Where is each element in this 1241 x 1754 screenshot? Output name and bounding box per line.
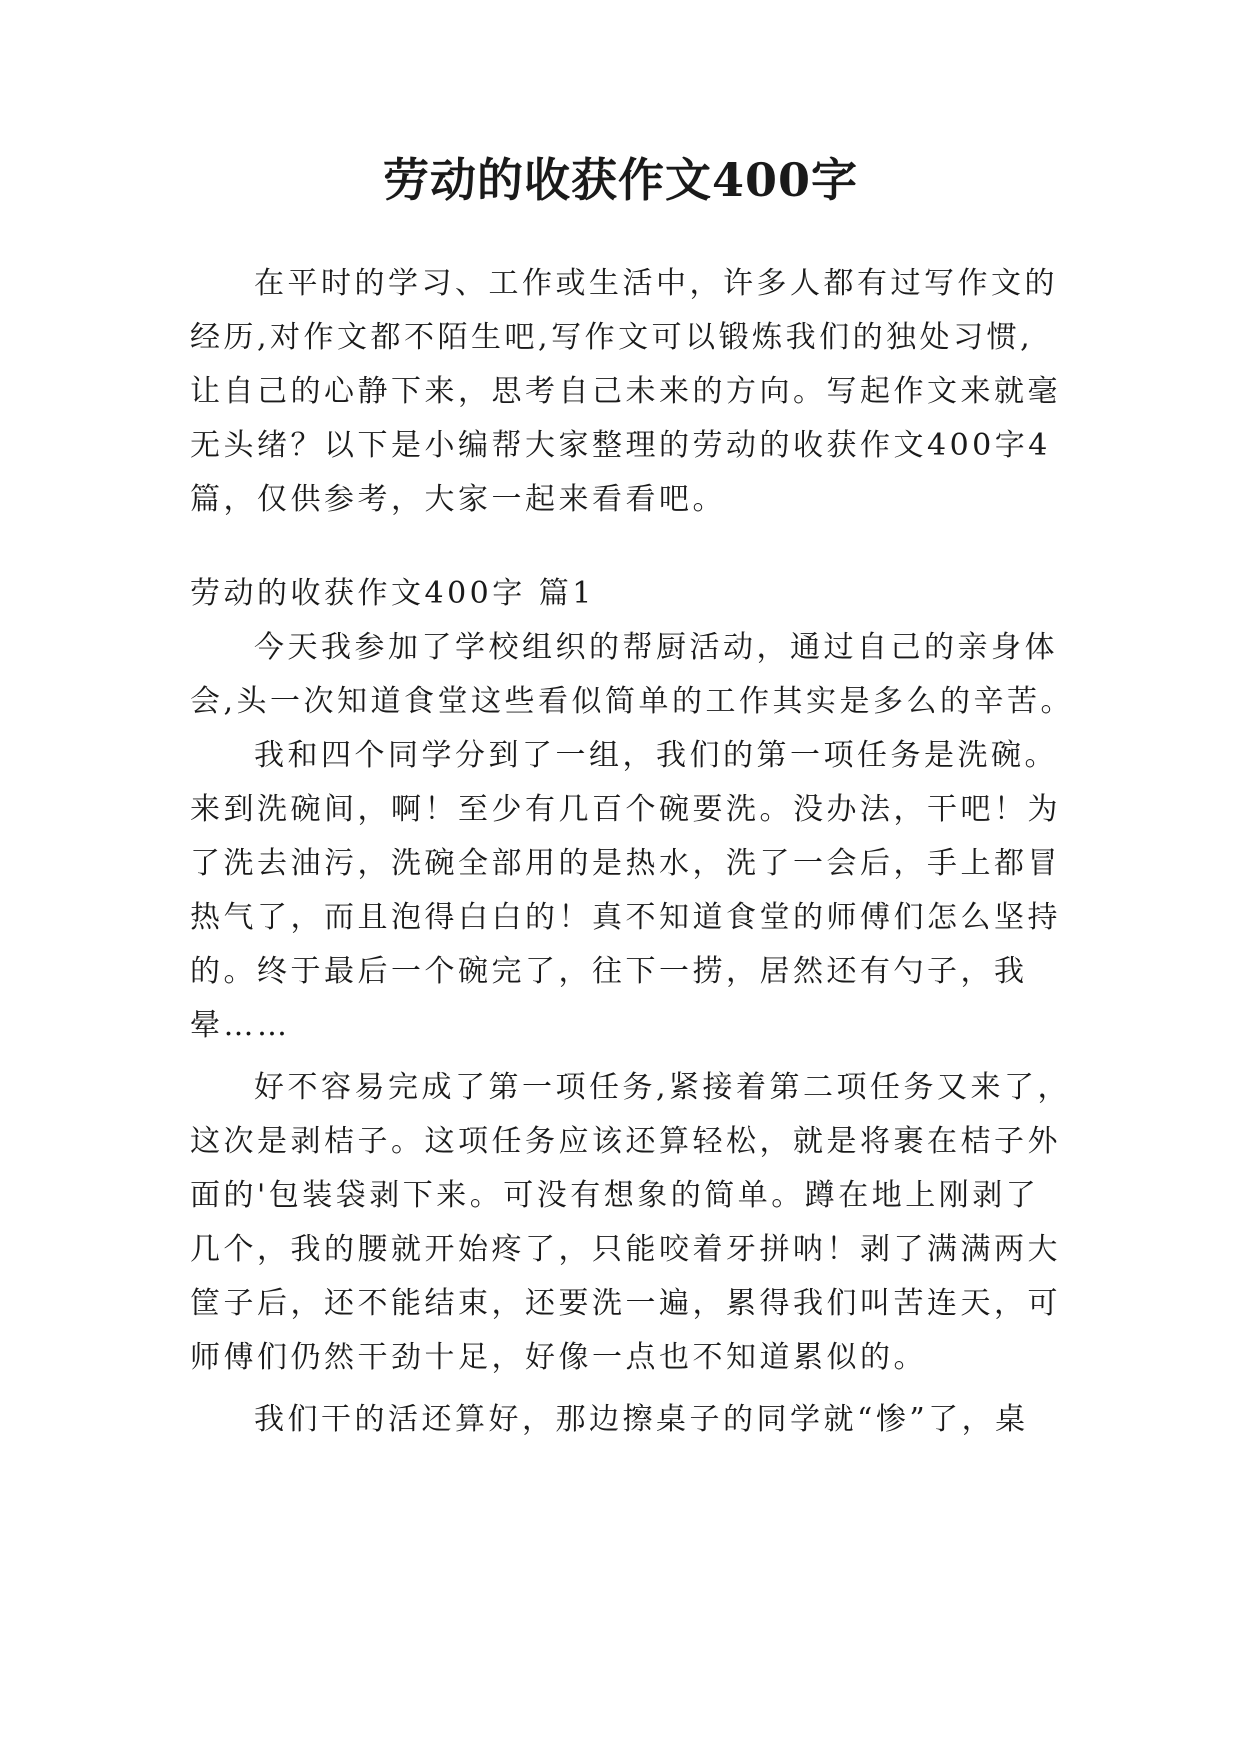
section-heading: 劳动的收获作文400字 篇1 — [190, 576, 595, 611]
paragraph-line: 的。终于最后一个碗完了，往下一捞，居然还有勺子，我 — [190, 954, 1028, 989]
intro-line: 在平时的学习、工作或生活中，许多人都有过写作文的 — [254, 266, 1058, 301]
paragraph-line: 来到洗碗间，啊！至少有几百个碗要洗。没办法，干吧！为 — [190, 792, 1061, 827]
paragraph-line: 好不容易完成了第一项任务,紧接着第二项任务又来了， — [254, 1070, 1072, 1105]
intro-line: 篇，仅供参考，大家一起来看看吧。 — [190, 482, 726, 517]
intro-line: 让自己的心静下来，思考自己未来的方向。写起作文来就毫 — [190, 374, 1061, 409]
paragraph-line: 师傅们仍然干劲十足，好像一点也不知道累似的。 — [190, 1340, 927, 1375]
paragraph-line: 晕…… — [190, 1008, 291, 1043]
paragraph-line: 我们干的活还算好，那边擦桌子的同学就“惨”了，桌 — [254, 1402, 1029, 1437]
paragraph-line: 面的'包装袋剥下来。可没有想象的简单。蹲在地上刚剥了 — [190, 1178, 1040, 1213]
paragraph-line: 今天我参加了学校组织的帮厨活动，通过自己的亲身体 — [254, 630, 1058, 665]
paragraph-line: 这次是剥桔子。这项任务应该还算轻松，就是将裹在桔子外 — [190, 1124, 1061, 1159]
intro-line: 经历,对作文都不陌生吧,写作文可以锻炼我们的独处习惯, — [190, 320, 1034, 355]
document-title: 劳动的收获作文400字 — [382, 153, 859, 207]
paragraph-line: 几个，我的腰就开始疼了，只能咬着牙拼呐！剥了满满两大 — [190, 1232, 1061, 1267]
paragraph-line: 我和四个同学分到了一组，我们的第一项任务是洗碗。 — [254, 738, 1058, 773]
paragraph-line: 筐子后，还不能结束，还要洗一遍，累得我们叫苦连天，可 — [190, 1286, 1061, 1321]
paragraph-line: 会,头一次知道食堂这些看似简单的工作其实是多么的辛苦。 — [190, 684, 1075, 719]
paragraph-line: 热气了，而且泡得白白的！真不知道食堂的师傅们怎么坚持 — [190, 900, 1061, 935]
paragraph-line: 了洗去油污，洗碗全部用的是热水，洗了一会后，手上都冒 — [190, 846, 1061, 881]
intro-line: 无头绪？以下是小编帮大家整理的劳动的收获作文400字4 — [190, 428, 1051, 463]
